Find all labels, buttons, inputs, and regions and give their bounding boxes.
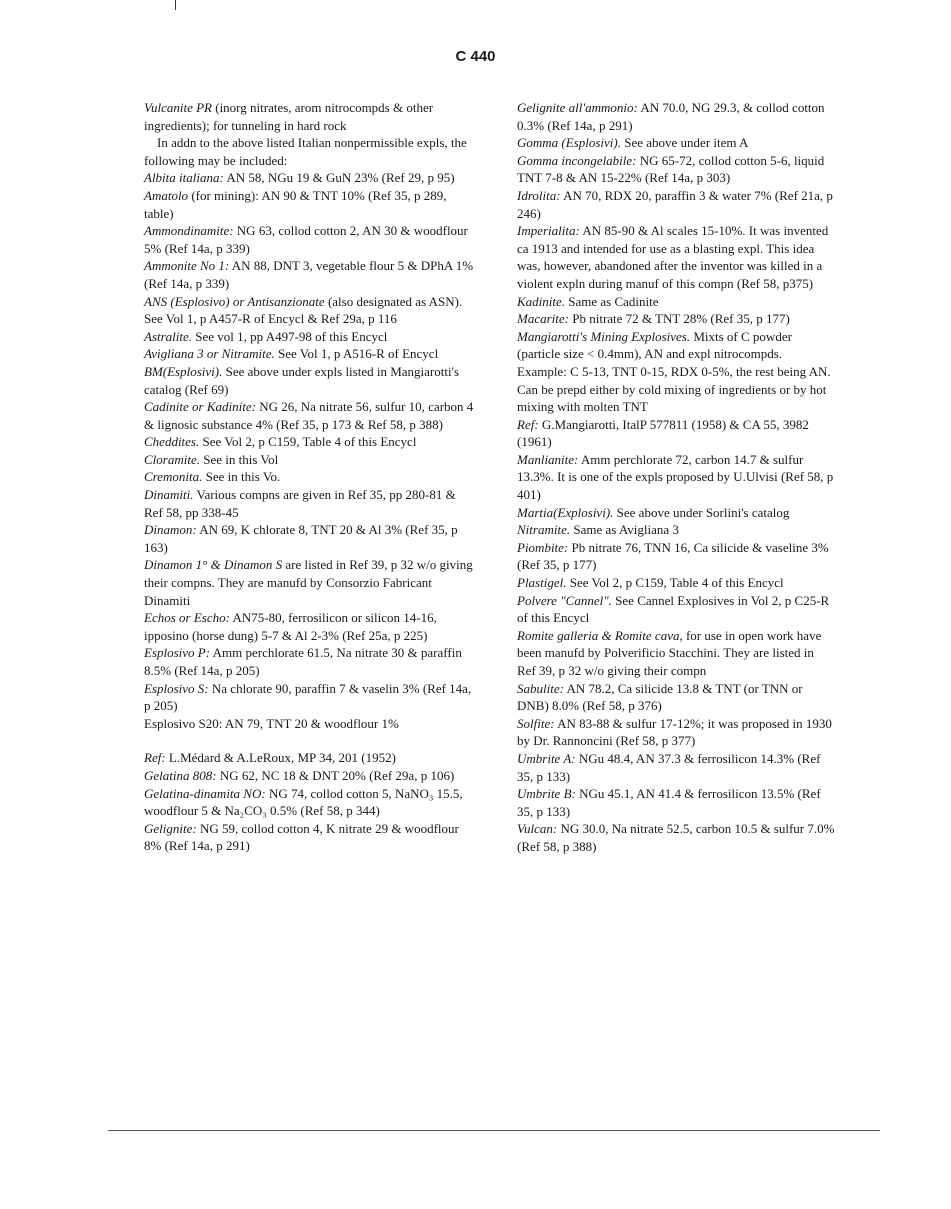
encyclopedia-entry xyxy=(517,293,835,311)
encyclopedia-entry xyxy=(144,556,474,609)
entry-text: AN 78.2, Ca silicide 13.8 & TNT (or TNN or DNB) 8.0% (Ref 58, p 376) xyxy=(517,680,803,714)
encyclopedia-entry xyxy=(517,592,835,627)
entry-term: Kadinite. xyxy=(517,293,566,309)
encyclopedia-entry xyxy=(144,134,474,169)
encyclopedia-entry xyxy=(144,345,474,363)
encyclopedia-entry xyxy=(144,609,474,644)
entry-term: Plastigel. xyxy=(517,575,567,591)
encyclopedia-entry xyxy=(144,468,474,486)
entry-term: Imperialita: xyxy=(517,223,580,239)
entry-text: for use in open work have been manufd by Polverificio Stacchini. They are listed in Ref 39, p 32 w/o giving their compn xyxy=(517,627,822,678)
right-text-column xyxy=(517,99,835,856)
entry-term: Mangiarotti's Mining Explosives. xyxy=(517,328,691,344)
entry-text: G.Mangiarotti, ItalP 577811 (1958) & CA 55, 3982 (1961) xyxy=(517,416,809,450)
entry-term: Esplosivo P: xyxy=(144,645,211,661)
entry-text: In addn to the above listed Italian nonpermissible expls, the following may be included: xyxy=(144,135,467,168)
encyclopedia-entry xyxy=(517,680,835,715)
entry-term: Cloramite. xyxy=(144,451,200,467)
encyclopedia-entry xyxy=(144,749,474,767)
entry-text: See in this Vo. xyxy=(202,469,281,485)
entry-text: Same as Cadinite xyxy=(565,293,659,309)
entry-text: AN 58, NGu 19 & GuN 23% (Ref 29, p 95) xyxy=(223,170,455,186)
encyclopedia-entry xyxy=(517,820,835,855)
encyclopedia-entry xyxy=(517,187,835,222)
entry-term: Dinamon 1° & Dinamon S xyxy=(144,557,283,573)
entry-text: AN 69, K chlorate 8, TNT 20 & Al 3% (Ref 35, p 163) xyxy=(144,522,458,555)
encyclopedia-entry xyxy=(144,785,474,820)
encyclopedia-entry xyxy=(517,504,835,522)
entry-term: BM(Esplosivi). xyxy=(144,363,223,379)
entry-term: Dinamiti. xyxy=(144,487,194,503)
entry-text: Pb nitrate 72 & TNT 28% (Ref 35, p 177) xyxy=(568,311,790,327)
entry-text: AN 70.0, NG 29.3, & collod cotton 0.3% (Ref 14a, p 291) xyxy=(517,100,825,133)
entry-text: (for mining): AN 90 & TNT 10% (Ref 35, p 289, table) xyxy=(144,187,447,221)
entry-term: Cadinite or Kadinite: xyxy=(144,399,256,415)
entry-text: Mixts of C powder (particle size < 0.4mm), AN and expl nitrocompds. Example: C 5-13, TNT 0-15, RDX 0-5%, the rest being AN. Can be prepd either by cold mixing of ingredients or by hot mixing with molten TNT xyxy=(517,328,831,415)
entry-text: See Vol 2, p C159, Table 4 of this Encycl xyxy=(566,575,784,591)
entry-term: Ammondinamite: xyxy=(144,223,234,239)
entry-term: Manlianite: xyxy=(517,451,579,467)
encyclopedia-entry xyxy=(517,521,835,539)
entry-text: NGu 45.1, AN 41.4 & ferrosilicon 13.5% (Ref 35, p 133) xyxy=(517,786,821,819)
entry-term: Dinamon: xyxy=(144,522,197,538)
encyclopedia-entry xyxy=(144,820,474,855)
entry-term: Gelignite all'ammonio: xyxy=(517,100,638,115)
entry-term: Avigliana 3 or Nitramite. xyxy=(144,346,275,362)
entry-text: See above under expls listed in Mangiarotti's catalog (Ref 69) xyxy=(144,363,459,397)
entry-term: Vulcan: xyxy=(517,821,558,837)
entry-text: NG 26, Na nitrate 56, sulfur 10, carbon 4 & lignosic substance 4% (Ref 35, p 173 & Ref 58, p 388) xyxy=(144,399,474,432)
entry-text: See Vol 2, p C159, Table 4 of this Encycl xyxy=(199,434,417,450)
entry-text: Esplosivo S20: AN 79, TNT 20 & woodflour 1% xyxy=(144,715,399,731)
entry-text: NG 65-72, collod cotton 5-6, liquid TNT 7-8 & AN 15-22% (Ref 14a, p 303) xyxy=(517,152,825,186)
margin-tick-mark xyxy=(175,0,176,10)
bottom-rule-divider xyxy=(108,1130,880,1131)
entry-term: Astralite. xyxy=(144,328,193,344)
encyclopedia-entry xyxy=(144,715,474,733)
encyclopedia-entry xyxy=(517,715,835,750)
encyclopedia-entry xyxy=(517,328,835,416)
entry-term: Gelatina 808: xyxy=(144,767,217,783)
entry-term: Idrolita: xyxy=(517,187,561,203)
encyclopedia-entry xyxy=(144,486,474,521)
entry-text: Pb nitrate 76, TNN 16, Ca silicide & vaseline 3% (Ref 35, p 177) xyxy=(517,539,829,573)
entry-term: Sabulite: xyxy=(517,680,564,696)
encyclopedia-entry xyxy=(144,451,474,469)
entry-text: NG 30.0, Na nitrate 52.5, carbon 10.5 & sulfur 7.0% (Ref 58, p 388) xyxy=(517,821,835,854)
entry-text: AN 83-88 & sulfur 17-12%; it was proposed in 1930 by Dr. Rannoncini (Ref 58, p 377) xyxy=(517,715,832,749)
encyclopedia-entry xyxy=(517,750,835,785)
entry-term: Echos or Escho: xyxy=(144,610,230,626)
encyclopedia-entry xyxy=(517,627,835,680)
encyclopedia-entry xyxy=(517,134,835,152)
encyclopedia-entry xyxy=(144,257,474,292)
entry-term: Piombite: xyxy=(517,539,569,555)
entry-text: AN 70, RDX 20, paraffin 3 & water 7% (Ref 21a, p 246) xyxy=(517,187,833,221)
entry-text: NG 74, collod cotton 5, NaNO₃ 15.5, woodflour 5 & Na₂CO₃ 0.5% (Ref 58, p 344) xyxy=(144,785,463,819)
encyclopedia-entry xyxy=(517,451,835,504)
entry-term: Ref: xyxy=(517,416,539,432)
entry-text: are listed in Ref 39, p 32 w/o giving their compns. They are manufd by Consorzio Fabricant Dinamiti xyxy=(144,557,473,608)
entry-term: Gelatina-dinamita NO: xyxy=(144,785,266,801)
entry-term: Cremonita. xyxy=(144,469,203,485)
entry-term: Gelignite: xyxy=(144,820,197,836)
encyclopedia-entry xyxy=(517,416,835,451)
entry-text: AN75-80, ferrosilicon or silicon 14-16, ipposino (horse dung) 5-7 & Al 2-3% (Ref 25a, p 225) xyxy=(144,610,437,643)
encyclopedia-entry xyxy=(144,644,474,679)
entry-text: L.Médard & A.LeRoux, MP 34, 201 (1952) xyxy=(165,750,396,766)
entry-term: Romite galleria & Romite cava, xyxy=(517,627,683,643)
entry-text: NG 59, collod cotton 4, K nitrate 29 & woodflour 8% (Ref 14a, p 291) xyxy=(144,820,459,854)
encyclopedia-entry xyxy=(144,187,474,222)
encyclopedia-entry xyxy=(144,433,474,451)
entry-text: See vol 1, pp A497-98 of this Encycl xyxy=(192,328,388,344)
entry-text: Na chlorate 90, paraffin 7 & vaselin 3% (Ref 14a, p 205) xyxy=(144,680,472,714)
entry-term: Ref: xyxy=(144,750,166,766)
entry-term: Albita italiana: xyxy=(144,170,224,186)
encyclopedia-entry xyxy=(144,680,474,715)
encyclopedia-entry xyxy=(144,363,474,398)
page-number: C 440 xyxy=(455,48,496,65)
encyclopedia-entry xyxy=(144,293,474,328)
entry-text: Amm perchlorate 72, carbon 14.7 & sulfur 13.3%. It is one of the expls proposed by U.Ulvisi (Ref 58, p 401) xyxy=(517,451,834,503)
encyclopedia-entry xyxy=(144,767,474,785)
entry-term: Nitramite. xyxy=(517,522,571,538)
entry-term: Gomma (Esplosivi). xyxy=(517,135,621,151)
encyclopedia-entry xyxy=(517,222,835,292)
entry-text: NG 62, NC 18 & DNT 20% (Ref 29a, p 106) xyxy=(216,767,455,783)
entry-text: See in this Vol xyxy=(199,451,279,467)
encyclopedia-entry xyxy=(144,169,474,187)
entry-term: Macarite: xyxy=(517,311,569,327)
entry-text: See above under item A xyxy=(621,135,749,151)
entry-text: See Vol 1, p A516-R of Encycl xyxy=(274,346,439,362)
entry-term: Cheddites. xyxy=(144,434,200,450)
entry-term: Ammonite No 1: xyxy=(144,258,230,274)
entry-text: AN 85-90 & Al scales 15-10%. It was invented ca 1913 and intended for use as a blasting expl. This idea was, however, abandoned after the inventor was killed in a violent expln during manuf of this compn (Ref 58, p375) xyxy=(517,223,829,291)
entry-term: Martia(Explosivi). xyxy=(517,504,614,520)
entry-text: (inorg nitrates, arom nitrocompds & other ingredients); for tunneling in hard rock xyxy=(144,100,434,133)
entry-text: See above under Sorlini's catalog xyxy=(613,504,790,520)
entry-term: Amatolo xyxy=(144,187,189,203)
entry-text: Various compns are given in Ref 35, pp 280-81 & Ref 58, pp 338-45 xyxy=(144,487,456,520)
encyclopedia-entry xyxy=(144,398,474,433)
entry-text: AN 88, DNT 3, vegetable flour 5 & DPhA 1% (Ref 14a, p 339) xyxy=(144,258,474,291)
entry-text: NGu 48.4, AN 37.3 & ferrosilicon 14.3% (Ref 35, p 133) xyxy=(517,750,821,784)
entry-text: NG 63, collod cotton 2, AN 30 & woodflour 5% (Ref 14a, p 339) xyxy=(144,223,468,256)
entry-term: Umbrite A: xyxy=(517,750,576,766)
paragraph-spacer xyxy=(144,732,474,749)
entry-text: Amm perchlorate 61.5, Na nitrate 30 & paraffin 8.5% (Ref 14a, p 205) xyxy=(144,645,462,678)
entry-term: Polvere "Cannel". xyxy=(517,592,612,608)
encyclopedia-entry xyxy=(144,99,474,134)
entry-term: Esplosivo S: xyxy=(144,680,209,696)
encyclopedia-entry xyxy=(517,310,835,328)
entry-term: Vulcanite PR xyxy=(144,100,212,115)
entry-term: Solfite: xyxy=(517,715,555,731)
encyclopedia-entry xyxy=(517,574,835,592)
entry-term: Gomma incongelabile: xyxy=(517,152,637,168)
encyclopedia-entry xyxy=(517,539,835,574)
entry-text: Same as Avigliana 3 xyxy=(570,522,679,538)
encyclopedia-entry xyxy=(144,328,474,346)
encyclopedia-entry xyxy=(144,521,474,556)
entry-term: ANS (Esplosivo) or Antisanzionate xyxy=(144,293,325,309)
entry-term: Umbrite B: xyxy=(517,786,576,802)
encyclopedia-entry xyxy=(144,222,474,257)
encyclopedia-entry xyxy=(517,152,835,187)
entry-text: (also designated as ASN). See Vol 1, p A457-R of Encycl & Ref 29a, p 116 xyxy=(144,293,463,327)
encyclopedia-entry xyxy=(517,785,835,820)
left-text-column xyxy=(144,99,474,855)
entry-text: See Cannel Explosives in Vol 2, p C25-R of this Encycl xyxy=(517,592,830,626)
encyclopedia-entry xyxy=(517,99,835,134)
